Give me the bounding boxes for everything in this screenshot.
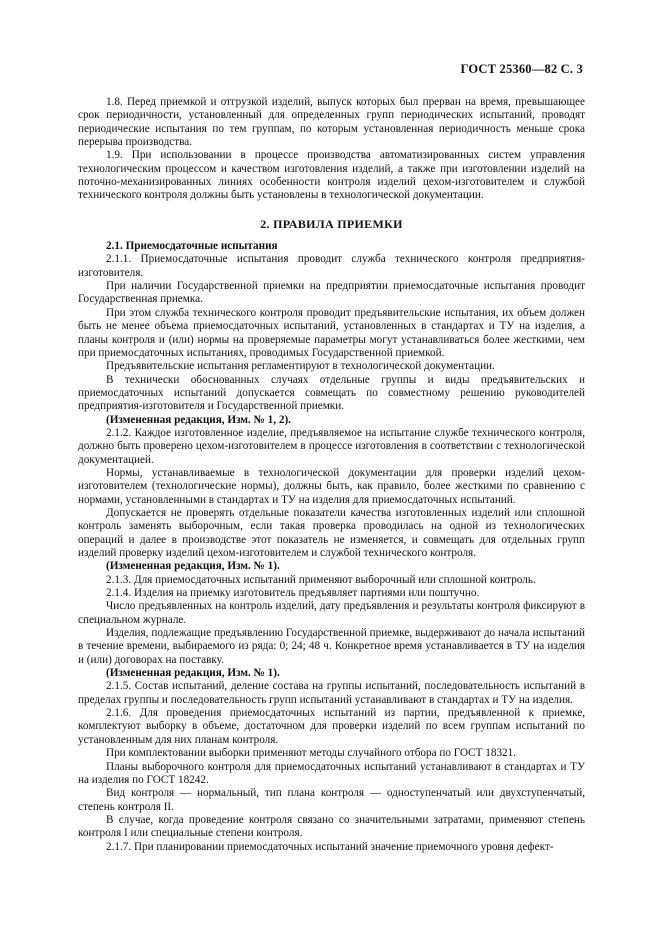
paragraph: 2.1.1. Приемосдаточные испытания проводит служба технического контроля предприятия-изготовителя. (78, 253, 585, 279)
paragraph: Нормы, устанавливаемые в технологической документации для проверки изделий цехом-изготовителем (технологические нормы), должны быть, как правило, более жесткими по сравнению с нормами, установленными в стандартах и ТУ на изделия для приемосдаточных испытаний. (78, 466, 585, 506)
paragraph: 2.1.3. Для приемосдаточных испытаний применяют выборочный или сплошной контроль. (106, 573, 536, 586)
section-title: 2. ПРАВИЛА ПРИЕМКИ (260, 216, 403, 231)
paragraph: 2.1.2. Каждое изготовленное изделие, предъявляемое на испытание службе технического контроля, должно быть проверено цехом-изготовителем в процессе изготовления в соответствии с технологической документацией. (78, 426, 585, 466)
paragraph: 2.1.6. Для проведения приемосдаточных испытаний из партии, предъявленной к приемке, комплектуют выборку в объеме, достаточном для проверки изделий по всем группам испытаний по установленным для них планам контроля. (78, 707, 585, 746)
paragraph: 1.8. Перед приемкой и отгрузкой изделий, выпуск которых был прерван на время, превышающее срок периодичности, установленный для определенных групп периодических испытаний, проводят периодические испытания по тем группам, по которым установленная периодичность меньше срока перерыва производства. (78, 96, 585, 149)
paragraph: Изделия, подлежащие предъявлению Государственной приемке, выдерживают до начала испытаний в течение времени, выбираемого из ряда: 0; 24; 48 ч. Конкретное время устанавливается в ТУ на изделия и (или) договорах на поставку. (78, 627, 585, 666)
paragraph: 2.1.7. При планировании приемосдаточных испытаний значение приемочного уровня дефект- (106, 840, 554, 853)
subsection-title: 2.1. Приемосдаточные испытания (106, 240, 278, 253)
document-body (78, 96, 585, 854)
paragraph: При наличии Государственной приемки на предприятии приемосдаточные испытания проводит Государственная приемка. (78, 280, 585, 306)
page-header: ГОСТ 25360—82 С. 3 (460, 62, 583, 76)
paragraph: Предъявительские испытания регламентируют в технологической документации. (106, 360, 495, 373)
paragraph: 2.1.5. Состав испытаний, деление состава на группы испытаний, последовательность испытаний в пределах группы и последовательность групп испытаний устанавливают в стандартах и ТУ на изделия. (78, 680, 585, 706)
paragraph: При комплектовании выборки применяют методы случайного отбора по ГОСТ 18321. (106, 747, 517, 760)
paragraph: Допускается не проверять отдельные показатели качества изготовленных изделий или сплошной контроль заменять выборочным, если такая проверка проводилась на одной из технологических операций и далее в производстве этот показатель не изменяется, и совмещать для отдельных групп изделий проверку изделий цехом-изготовителем и службой технического контроля. (78, 506, 585, 559)
paragraph: Планы выборочного контроля для приемосдаточных испытаний устанавливают в стандартах и ТУ на изделия по ГОСТ 18242. (78, 760, 585, 786)
paragraph: 1.9. При использовании в процессе производства автоматизированных систем управления технологическим процессом и качеством изготовления изделий, а также при изготовлении изделий на поточно-механизированных линиях особенности контроля изделий цехом-изготовителем и службой технического контроля должны быть установлены в технологической документации. (78, 149, 585, 202)
paragraph: Число предъявленных на контроль изделий, дату предъявления и результаты контроля фиксируют в специальном журнале. (78, 600, 585, 626)
paragraph: При этом служба технического контроля проводит предъявительские испытания, их объем должен быть не менее объема приемосдаточных испытаний, установленных в стандартах и ТУ на изделия, а планы контроля и (или) нормы на проверяемые параметры могут устанавливаться более жесткими, чем при приемосдаточных испытаниях, проводимых Государственной приемкой. (78, 306, 585, 359)
paragraph: 2.1.4. Изделия на приемку изготовитель предъявляет партиями или поштучно. (106, 587, 480, 600)
amendment-note: (Измененная редакция, Изм. № 1). (106, 667, 280, 680)
amendment-note: (Измененная редакция, Изм. № 1). (106, 560, 280, 573)
amendment-note: (Измененная редакция, Изм. № 1, 2). (106, 413, 291, 426)
paragraph: В технически обоснованных случаях отдельные группы и виды предъявительских и приемосдаточных испытаний допускается совмещать по совместному решению руководителей предприятия-изготовителя и Государственной приемки. (78, 373, 585, 413)
paragraph: В случае, когда проведение контроля связано со значительными затратами, применяют степень контроля I или специальные степени контроля. (78, 813, 585, 840)
paragraph: Вид контроля — нормальный, тип плана контроля — одноступенчатый или двухступенчатый, степень контроля II. (78, 787, 585, 813)
